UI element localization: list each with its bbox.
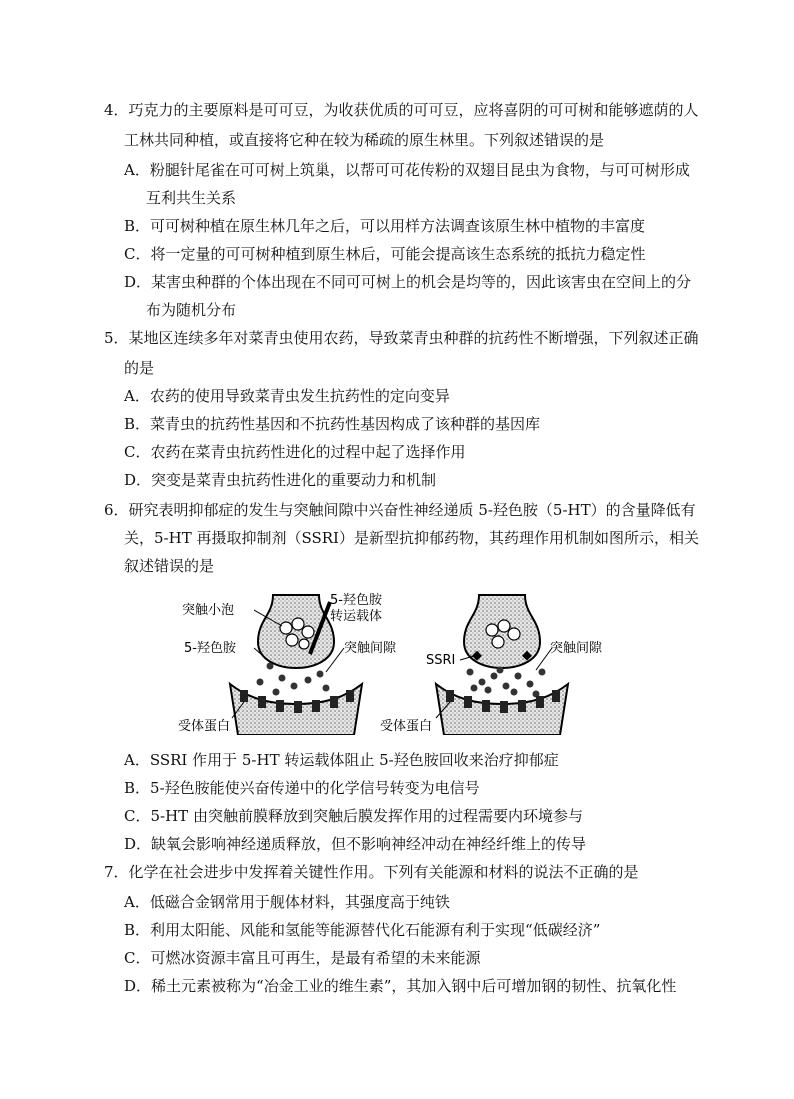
q7-option-a: A．低磁合金钢常用于舰体材料，其强度高于纯铁 — [124, 893, 450, 911]
q5-stem-line2: 的是 — [124, 359, 155, 377]
q5-stem-line1: 5．某地区连续多年对菜青虫使用农药，导致菜青虫种群的抗药性不断增强，下列叙述正确 — [104, 329, 699, 347]
q6-stem-line1: 6．研究表明抑郁症的发生与突触间隙中兴奋性神经递质 5-羟色胺（5-HT）的含量降低有 — [104, 501, 696, 519]
q7-option-b: B．利用太阳能、风能和氢能等能源替代化石能源有利于实现“低碳经济” — [124, 921, 601, 939]
q6-option-c: C．5-HT 由突触前膜释放到突触后膜发挥作用的过程需要内环境参与 — [124, 807, 583, 825]
left-label-receptor: 受体蛋白 — [178, 719, 231, 734]
left-presynaptic-terminal — [258, 595, 334, 668]
q7-stem: 7．化学在社会进步中发挥着关键性作用。下列有关能源和材料的说法不正确的是 — [104, 863, 639, 881]
q6-option-a: A．SSRI 作用于 5-HT 转运载体阻止 5-羟色胺回收来治疗抑郁症 — [124, 751, 559, 769]
right-label-ssri: SSRI — [426, 653, 456, 668]
q5-option-d: D．突变是菜青虫抗药性进化的重要动力和机制 — [124, 471, 437, 489]
q6-option-d: D．缺氧会影响神经递质释放，但不影响神经冲动在神经纤维上的传导 — [124, 835, 587, 853]
q4-option-d: D．某害虫种群的个体出现在不同可可树上的机会是均等的，因此该害虫在空间上的分 — [124, 273, 692, 291]
right-serotonin-molecules — [467, 667, 546, 698]
q4-stem-line2: 工林共同种植，或直接将它种在较为稀疏的原生林里。下列叙述错误的是 — [124, 131, 605, 149]
q4-option-a: A．粉腿针尾雀在可可树上筑巢，以帮可可花传粉的双翅目昆虫为食物，与可可树形成 — [124, 161, 690, 179]
q4-option-a-cont: 互利共生关系 — [146, 189, 237, 207]
q6-option-b: B．5-羟色胺能使兴奋传递中的化学信号转变为电信号 — [124, 779, 480, 797]
left-synapse-diagram — [178, 593, 397, 735]
q6-stem-line3: 叙述错误的是 — [124, 557, 215, 575]
q5-option-b: B．菜青虫的抗药性基因和不抗药性基因构成了该种群的基因库 — [124, 415, 541, 433]
left-label-transporter-1: 5-羟色胺 — [330, 593, 382, 608]
q4-option-c: C．将一定量的可可树种植到原生林后，可能会提高该生态系统的抵抗力稳定性 — [124, 245, 646, 263]
q6-stem-line2: 关，5-HT 再摄取抑制剂（SSRI）是新型抗抑郁药物，其药理作用机制如图所示，相关 — [124, 529, 699, 547]
right-synapse-diagram — [380, 595, 603, 735]
q5-option-c: C．农药在菜青虫抗药性进化的过程中起了选择作用 — [124, 443, 466, 461]
right-label-cleft: 突触间隙 — [550, 641, 603, 656]
q7-option-c: C．可燃冰资源丰富且可再生，是最有希望的未来能源 — [124, 949, 481, 967]
left-label-vesicle: 突触小泡 — [182, 603, 235, 618]
right-label-receptor: 受体蛋白 — [380, 719, 433, 734]
left-label-cleft: 突触间隙 — [344, 641, 397, 656]
q4-option-b: B．可可树种植在原生林几年之后，可以用样方法调查该原生林中植物的丰富度 — [124, 217, 646, 235]
left-label-transporter-2: 转运载体 — [330, 609, 383, 624]
q5-option-a: A．农药的使用导致菜青虫发生抗药性的定向变异 — [124, 387, 450, 405]
q7-option-d: D．稀土元素被称为“冶金工业的维生素”，其加入钢中后可增加钢的韧性、抗氧化性 — [124, 977, 677, 995]
synapse-figure — [178, 590, 618, 735]
left-label-serotonin: 5-羟色胺 — [184, 641, 236, 656]
q4-option-d-cont: 布为随机分布 — [146, 301, 237, 319]
q4-stem-line1: 4．巧克力的主要原料是可可豆，为收获优质的可可豆，应将喜阴的可可树和能够遮荫的人 — [104, 101, 699, 119]
